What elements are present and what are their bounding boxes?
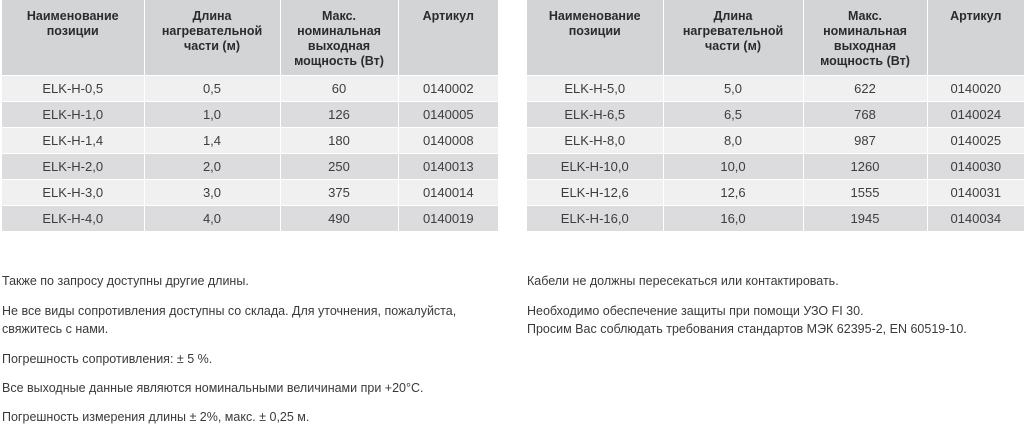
table-row	[2, 76, 498, 102]
header-name: Наименование позиции	[527, 0, 663, 76]
cell-power: 1555	[803, 180, 927, 206]
product-table-left	[2, 0, 498, 231]
cell-name: ELK-H-0,5	[2, 76, 144, 102]
table-header-row	[527, 0, 1024, 76]
header-name: Наименование позиции	[2, 0, 144, 76]
cell-article: 0140024	[927, 102, 1024, 128]
table-row	[2, 102, 498, 128]
cell-length: 1,4	[144, 128, 280, 154]
note-other-lengths: Также по запросу доступны другие длины.	[2, 274, 249, 288]
cell-article: 0140002	[398, 76, 498, 102]
cell-power: 490	[280, 206, 398, 232]
cell-name: ELK-H-1,0	[2, 102, 144, 128]
note-cables-crossing: Кабели не должны пересекаться или контактировать.	[527, 274, 839, 288]
cell-power: 250	[280, 154, 398, 180]
note-rcd-protection: Необходимо обеспечение защиты при помощи УЗО FI 30.	[527, 304, 864, 318]
note-stock-availability: Не все виды сопротивления доступны со склада. Для уточнения, пожалуйста, свяжитесь с нами.	[2, 304, 457, 336]
cell-length: 6,5	[663, 102, 803, 128]
cell-article: 0140030	[927, 154, 1024, 180]
cell-name: ELK-H-16,0	[527, 206, 663, 232]
cell-name: ELK-H-4,0	[2, 206, 144, 232]
cell-article: 0140008	[398, 128, 498, 154]
cell-length: 5,0	[663, 76, 803, 102]
header-power: Макс. номинальная выходная мощность (Вт)	[280, 0, 398, 76]
header-article: Артикул	[398, 0, 498, 76]
cell-power: 622	[803, 76, 927, 102]
cell-article: 0140034	[927, 206, 1024, 232]
cell-power: 60	[280, 76, 398, 102]
cell-article: 0140013	[398, 154, 498, 180]
table-row	[2, 206, 498, 232]
table-row	[527, 180, 1024, 206]
cell-length: 12,6	[663, 180, 803, 206]
cell-name: ELK-H-8,0	[527, 128, 663, 154]
table-header-row	[2, 0, 498, 76]
cell-article: 0140031	[927, 180, 1024, 206]
cell-article: 0140020	[927, 76, 1024, 102]
cell-length: 0,5	[144, 76, 280, 102]
table-row	[527, 154, 1024, 180]
note-length-tolerance: Погрешность измерения длины ± 2%, макс. ± 0,25 м.	[2, 410, 310, 424]
cell-name: ELK-H-3,0	[2, 180, 144, 206]
cell-power: 1260	[803, 154, 927, 180]
cell-length: 2,0	[144, 154, 280, 180]
cell-article: 0140014	[398, 180, 498, 206]
table-row	[527, 102, 1024, 128]
cell-power: 375	[280, 180, 398, 206]
cell-power: 1945	[803, 206, 927, 232]
cell-name: ELK-H-6,5	[527, 102, 663, 128]
table-row	[527, 128, 1024, 154]
cell-article: 0140019	[398, 206, 498, 232]
cell-name: ELK-H-5,0	[527, 76, 663, 102]
table-row	[2, 180, 498, 206]
cell-length: 1,0	[144, 102, 280, 128]
cell-name: ELK-H-10,0	[527, 154, 663, 180]
cell-power: 987	[803, 128, 927, 154]
cell-length: 3,0	[144, 180, 280, 206]
header-length: Длина нагревательной части (м)	[144, 0, 280, 76]
cell-length: 16,0	[663, 206, 803, 232]
cell-power: 180	[280, 128, 398, 154]
cell-power: 126	[280, 102, 398, 128]
table-row	[2, 154, 498, 180]
product-table-right	[527, 0, 1024, 231]
table-row	[2, 128, 498, 154]
cell-name: ELK-H-2,0	[2, 154, 144, 180]
table-row	[527, 206, 1024, 232]
note-resistance-tolerance: Погрешность сопротивления: ± 5 %.	[2, 352, 213, 366]
cell-length: 10,0	[663, 154, 803, 180]
cell-name: ELK-H-12,6	[527, 180, 663, 206]
cell-length: 4,0	[144, 206, 280, 232]
cell-name: ELK-H-1,4	[2, 128, 144, 154]
cell-article: 0140025	[927, 128, 1024, 154]
cell-length: 8,0	[663, 128, 803, 154]
header-length: Длина нагревательной части (м)	[663, 0, 803, 76]
cell-power: 768	[803, 102, 927, 128]
note-standards: Просим Вас соблюдать требования стандартов МЭК 62395-2, EN 60519-10.	[527, 322, 967, 336]
header-power: Макс. номинальная выходная мощность (Вт)	[803, 0, 927, 76]
table-row	[527, 76, 1024, 102]
cell-article: 0140005	[398, 102, 498, 128]
note-nominal-values: Все выходные данные являются номинальными величинами при +20°C.	[2, 381, 424, 395]
header-article: Артикул	[927, 0, 1024, 76]
